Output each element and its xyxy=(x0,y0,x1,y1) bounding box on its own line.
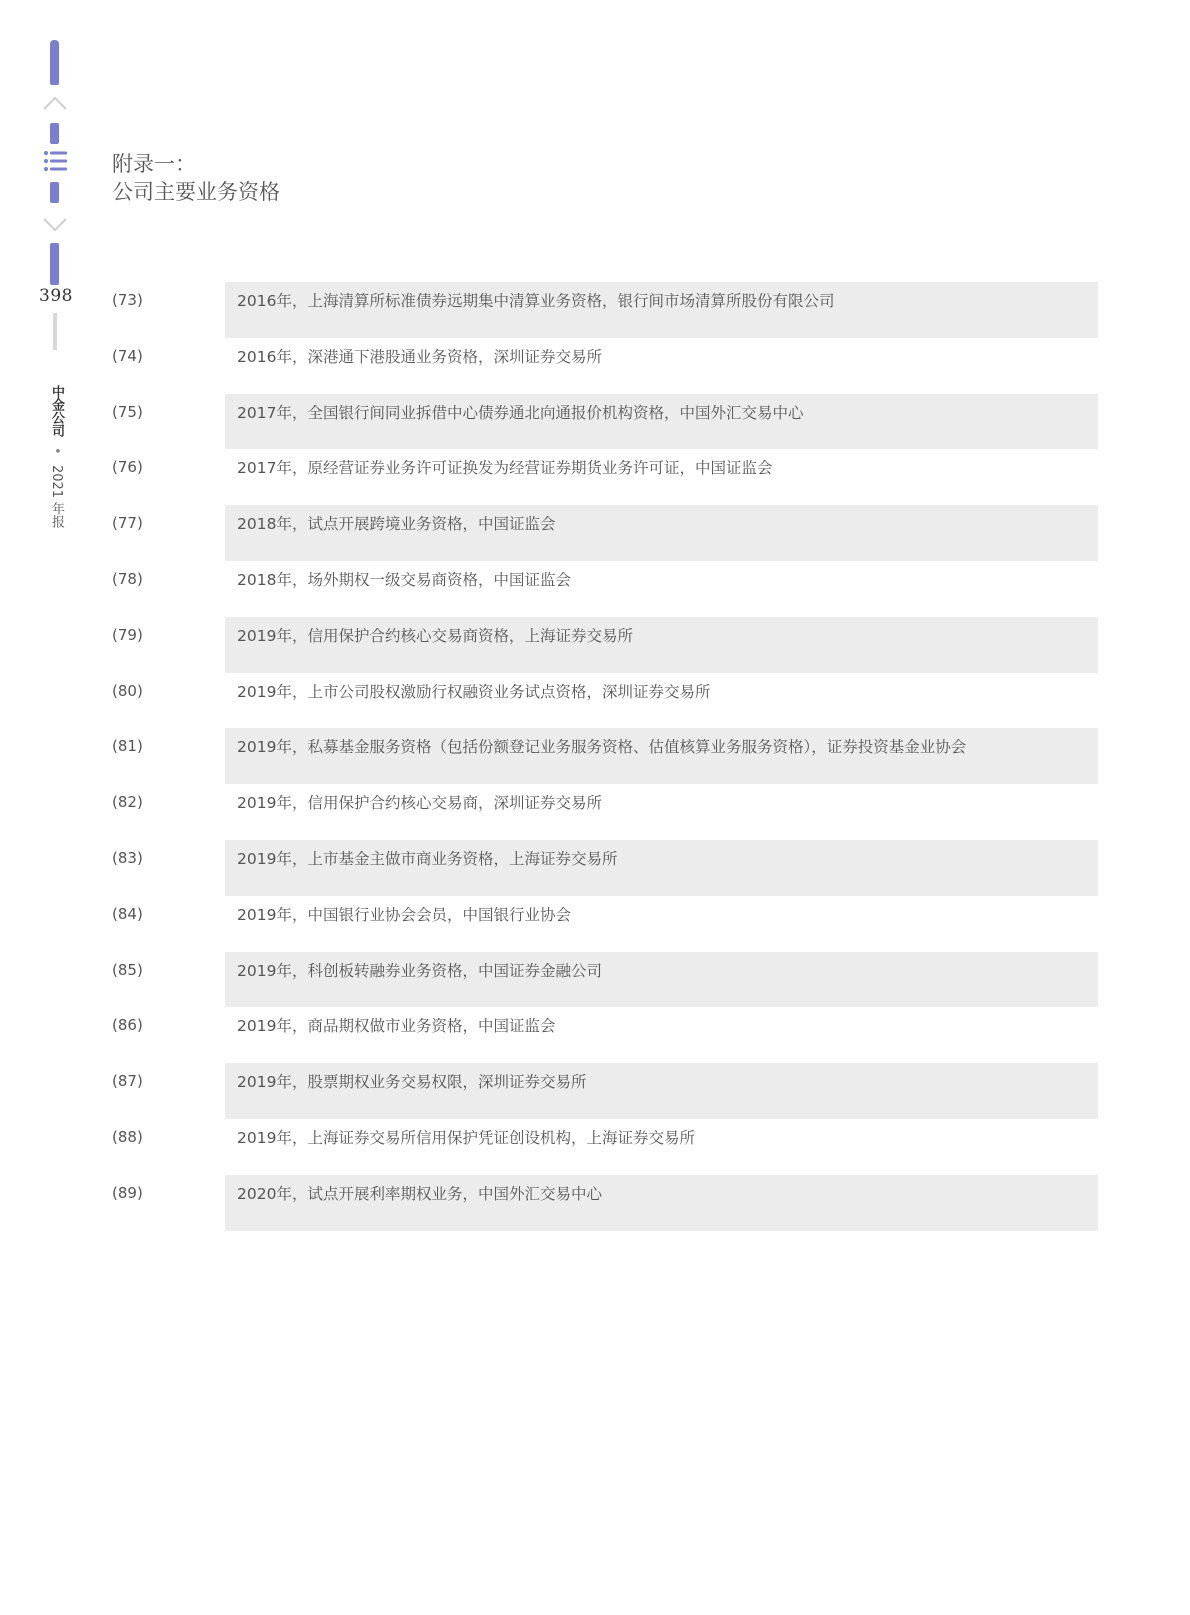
item-text: 2019年，股票期权业务交易权限，深圳证券交易所 xyxy=(225,1063,1098,1119)
page-title xyxy=(112,150,280,206)
list-item xyxy=(112,952,1102,1008)
item-number: (76) xyxy=(112,458,143,477)
item-text: 2017年，原经营证券业务许可证换发为经营证券期货业务许可证，中国证监会 xyxy=(237,459,773,478)
item-text: 2019年，上市公司股权激励行权融资业务试点资格，深圳证券交易所 xyxy=(237,682,711,701)
item-number: (86) xyxy=(112,1016,143,1035)
list-item xyxy=(112,282,1102,338)
list-item xyxy=(112,1007,1102,1063)
item-text: 2016年，上海清算所标准债券远期集中清算业务资格，银行间市场清算所股份有限公司 xyxy=(225,282,1098,338)
item-number: (83) xyxy=(112,848,143,867)
list-item xyxy=(112,896,1102,952)
report-label xyxy=(46,385,66,528)
item-number: (88) xyxy=(112,1127,143,1146)
item-number: (89) xyxy=(112,1183,143,1202)
item-number: (75) xyxy=(112,402,143,421)
item-text: 2019年，私募基金服务资格（包括份额登记业务服务资格、估值核算业务服务资格），证券投资基金业协会 xyxy=(225,728,1098,784)
list-item xyxy=(112,673,1102,729)
table-of-contents-button[interactable] xyxy=(43,149,69,173)
list-item xyxy=(112,728,1102,784)
item-number: (73) xyxy=(112,291,143,309)
appendix-heading: 附录一： xyxy=(112,152,196,176)
qualification-list xyxy=(112,282,1102,1231)
item-text: 2019年，信用保护合约核心交易商资格，上海证券交易所 xyxy=(225,617,1098,673)
label-separator: • xyxy=(49,447,64,455)
accent-bar-bottom xyxy=(50,243,59,285)
list-item xyxy=(112,505,1102,561)
item-number: (81) xyxy=(112,737,143,756)
item-text: 2019年，信用保护合约核心交易商，深圳证券交易所 xyxy=(237,794,602,813)
list-item xyxy=(112,1063,1102,1119)
item-number: (77) xyxy=(112,514,143,533)
item-text: 2019年，上海证券交易所信用保护凭证创设机构，上海证券交易所 xyxy=(237,1128,695,1147)
list-item xyxy=(112,840,1102,896)
accent-bar-lower xyxy=(50,182,59,203)
item-number: (80) xyxy=(112,681,143,700)
item-text: 2019年，商品期权做市业务资格，中国证监会 xyxy=(237,1017,556,1036)
list-item xyxy=(112,1175,1102,1231)
company-name: 中金公司 xyxy=(49,385,64,437)
list-item xyxy=(112,784,1102,840)
list-item xyxy=(112,617,1102,673)
item-number: (79) xyxy=(112,625,143,644)
sidebar-navigation xyxy=(0,0,110,600)
list-item xyxy=(112,449,1102,505)
item-text: 2019年，上市基金主做市商业务资格，上海证券交易所 xyxy=(225,840,1098,896)
chevron-up-icon xyxy=(40,93,70,115)
divider-line xyxy=(53,313,57,350)
item-number: (82) xyxy=(112,793,143,812)
chevron-down-icon xyxy=(40,213,70,235)
section-heading: 公司主要业务资格 xyxy=(112,180,280,204)
item-text: 2020年，试点开展利率期权业务，中国外汇交易中心 xyxy=(225,1175,1098,1231)
item-number: (85) xyxy=(112,960,143,979)
accent-bar-top xyxy=(50,40,59,85)
item-text: 2016年，深港通下港股通业务资格，深圳证券交易所 xyxy=(237,347,602,366)
accent-bar-upper xyxy=(50,123,59,144)
item-number: (74) xyxy=(112,346,143,365)
item-number: (78) xyxy=(112,569,143,588)
list-item xyxy=(112,338,1102,394)
list-menu-icon xyxy=(43,158,69,177)
item-text: 2018年，场外期权一级交易商资格，中国证监会 xyxy=(237,570,571,589)
next-page-button[interactable] xyxy=(40,213,70,235)
item-text: 2019年，中国银行业协会会员，中国银行业协会 xyxy=(237,905,571,924)
item-text: 2017年，全国银行间同业拆借中心债券通北向通报价机构资格，中国外汇交易中心 xyxy=(225,394,1098,450)
list-item xyxy=(112,394,1102,450)
page-number: 398 xyxy=(39,286,73,306)
item-text: 2018年，试点开展跨境业务资格，中国证监会 xyxy=(225,505,1098,561)
item-number: (84) xyxy=(112,904,143,923)
previous-page-button[interactable] xyxy=(40,93,70,115)
report-year: 2021 年报 xyxy=(49,464,64,529)
item-text: 2019年，科创板转融券业务资格，中国证券金融公司 xyxy=(225,952,1098,1008)
item-number: (87) xyxy=(112,1072,143,1091)
list-item xyxy=(112,561,1102,617)
list-item xyxy=(112,1119,1102,1175)
